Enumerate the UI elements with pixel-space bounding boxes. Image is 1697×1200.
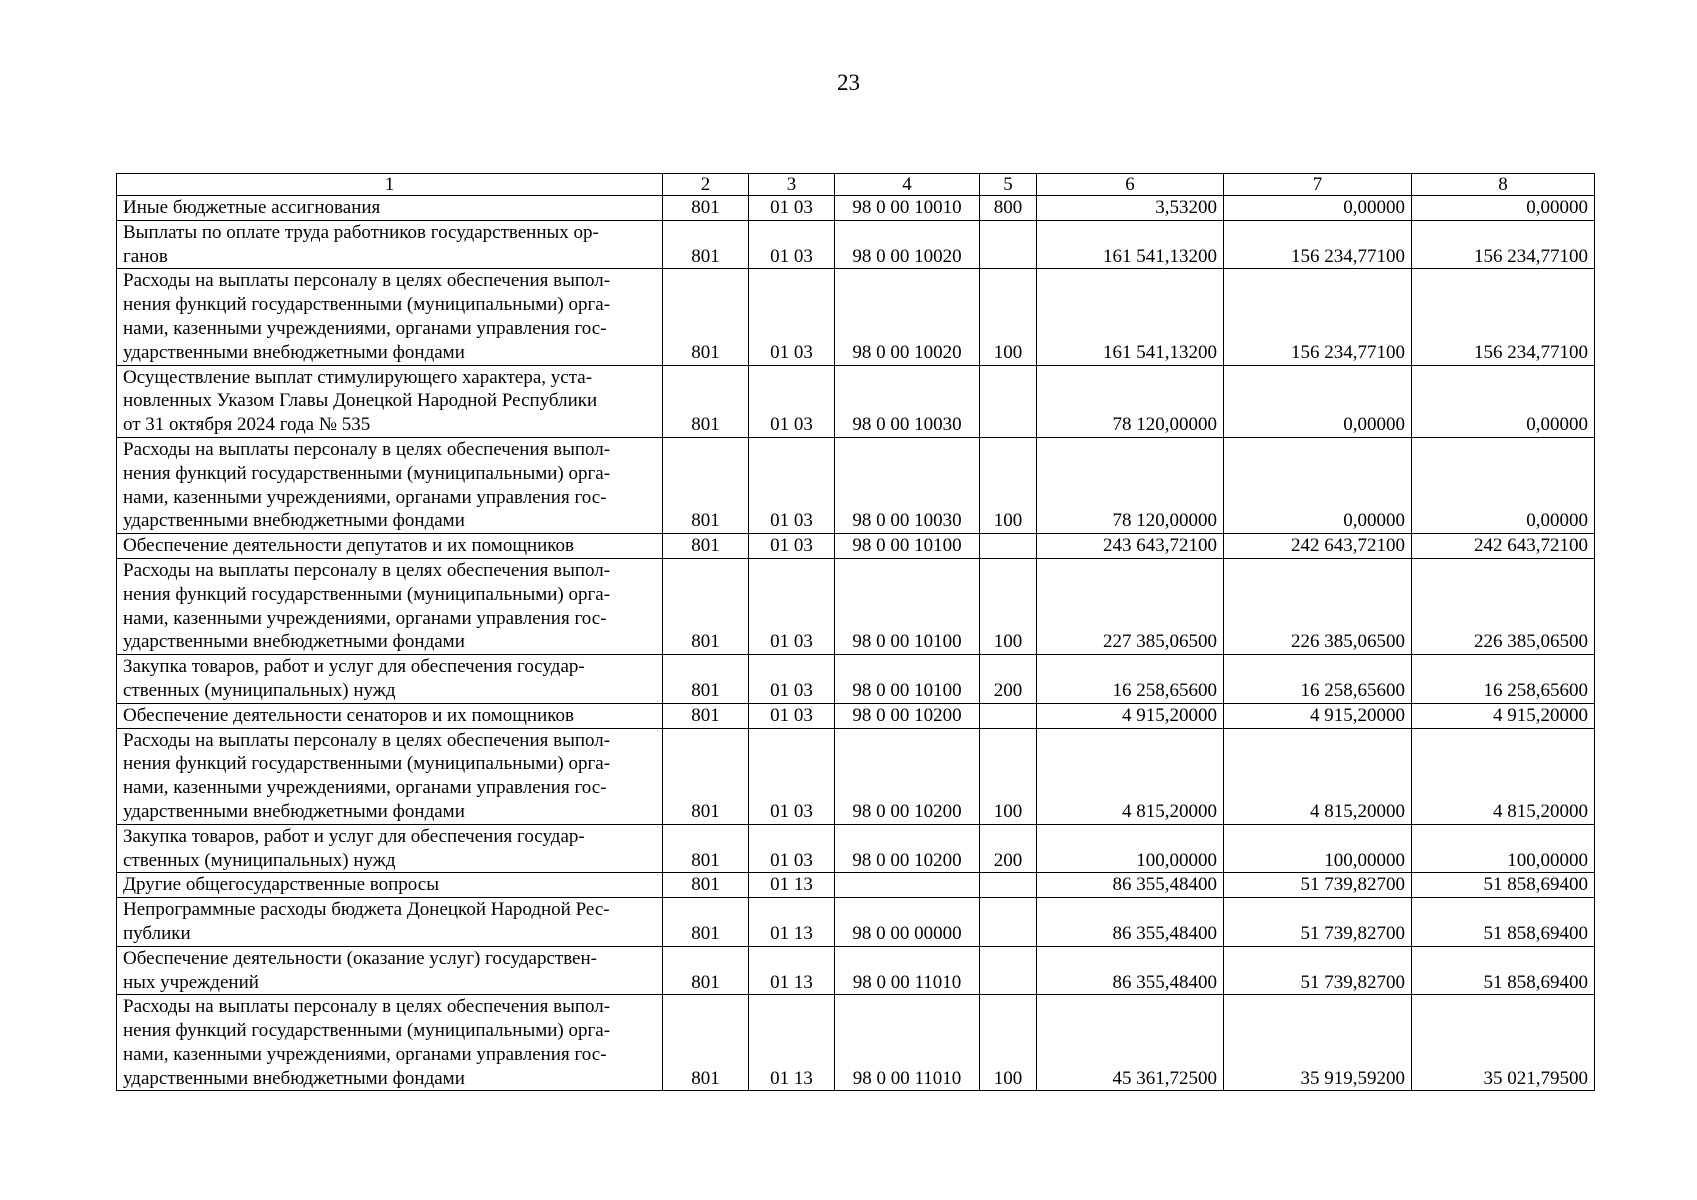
amount-col7-cell: 4 915,20000 <box>1224 703 1412 728</box>
target-article-cell: 98 0 00 10200 <box>835 728 980 824</box>
header-col-3: 3 <box>749 174 835 196</box>
target-article-cell: 98 0 00 10010 <box>835 196 980 221</box>
expense-name-line: нения функций государственными (муниципальными) орга- <box>123 583 611 605</box>
expense-name-line: нения функций государственными (муниципальными) орга- <box>123 753 611 775</box>
amount-col8-cell: 0,00000 <box>1412 365 1595 437</box>
expense-name-line: нами, казенными учреждениями, органами управления гос- <box>123 1043 607 1065</box>
amount-col8-cell: 35 021,79500 <box>1412 995 1595 1091</box>
section-cell: 01 03 <box>749 534 835 559</box>
expense-name-line: Расходы на выплаты персоналу в целях обеспечения выпол- <box>123 729 611 751</box>
section-cell: 01 03 <box>749 437 835 533</box>
expense-name-line: нения функций государственными (муниципальными) орга- <box>123 1020 611 1042</box>
amount-col6-cell: 86 355,48400 <box>1037 898 1224 947</box>
header-col-8: 8 <box>1412 174 1595 196</box>
ved-cell: 801 <box>663 824 749 873</box>
amount-col6-cell: 3,53200 <box>1037 196 1224 221</box>
expense-name-line: Обеспечение деятельности депутатов и их помощников <box>123 535 575 557</box>
expense-name-cell <box>117 703 663 728</box>
ved-cell: 801 <box>663 995 749 1091</box>
target-article-cell: 98 0 00 10100 <box>835 534 980 559</box>
amount-col7-cell: 0,00000 <box>1224 437 1412 533</box>
expense-type-cell: 200 <box>980 824 1037 873</box>
section-cell: 01 03 <box>749 558 835 654</box>
section-cell: 01 03 <box>749 196 835 221</box>
amount-col7-cell: 51 739,82700 <box>1224 873 1412 898</box>
header-col-4: 4 <box>835 174 980 196</box>
expense-type-cell: 100 <box>980 437 1037 533</box>
ved-cell: 801 <box>663 703 749 728</box>
section-cell: 01 03 <box>749 728 835 824</box>
expense-name-cell <box>117 728 663 824</box>
amount-col6-cell: 4 915,20000 <box>1037 703 1224 728</box>
expense-name-line: Расходы на выплаты персоналу в целях обеспечения выпол- <box>123 270 611 292</box>
section-cell: 01 13 <box>749 946 835 995</box>
expense-type-cell <box>980 946 1037 995</box>
expense-name-cell <box>117 898 663 947</box>
ved-cell: 801 <box>663 728 749 824</box>
ved-cell: 801 <box>663 655 749 704</box>
expense-type-cell <box>980 534 1037 559</box>
table-row <box>117 728 1595 824</box>
amount-col8-cell: 226 385,06500 <box>1412 558 1595 654</box>
expense-name-line: Осуществление выплат стимулирующего характера, уста- <box>123 366 593 388</box>
expense-name-line: нами, казенными учреждениями, органами управления гос- <box>123 607 607 629</box>
amount-col6-cell: 78 120,00000 <box>1037 437 1224 533</box>
ved-cell: 801 <box>663 534 749 559</box>
expense-name-cell <box>117 558 663 654</box>
expense-name-cell <box>117 196 663 221</box>
table-row <box>117 558 1595 654</box>
header-row <box>117 174 1595 196</box>
expense-name-line: Закупка товаров, работ и услуг для обеспечения государ- <box>123 825 585 847</box>
section-cell: 01 03 <box>749 365 835 437</box>
expense-name-line: Иные бюджетные ассигнования <box>123 197 381 218</box>
header-col-7: 7 <box>1224 174 1412 196</box>
ved-cell: 801 <box>663 220 749 269</box>
expense-name-cell <box>117 946 663 995</box>
amount-col6-cell: 86 355,48400 <box>1037 873 1224 898</box>
expense-name-line: Выплаты по оплате труда работников государственных ор- <box>123 221 599 243</box>
section-cell: 01 13 <box>749 873 835 898</box>
section-cell: 01 13 <box>749 995 835 1091</box>
expense-type-cell <box>980 873 1037 898</box>
section-cell: 01 03 <box>749 703 835 728</box>
ved-cell: 801 <box>663 558 749 654</box>
amount-col6-cell: 161 541,13200 <box>1037 220 1224 269</box>
expense-name-line: нения функций государственными (муниципальными) орга- <box>123 462 611 484</box>
table-row <box>117 534 1595 559</box>
amount-col8-cell: 4 815,20000 <box>1412 728 1595 824</box>
table-row <box>117 898 1595 947</box>
ved-cell: 801 <box>663 873 749 898</box>
target-article-cell: 98 0 00 10030 <box>835 437 980 533</box>
header-col-2: 2 <box>663 174 749 196</box>
expense-type-cell <box>980 898 1037 947</box>
expense-name-cell <box>117 824 663 873</box>
target-article-cell: 98 0 00 11010 <box>835 946 980 995</box>
amount-col6-cell: 100,00000 <box>1037 824 1224 873</box>
table-row <box>117 655 1595 704</box>
ved-cell: 801 <box>663 437 749 533</box>
expense-name-line: Расходы на выплаты персоналу в целях обеспечения выпол- <box>123 996 611 1018</box>
amount-col6-cell: 16 258,65600 <box>1037 655 1224 704</box>
expense-type-cell <box>980 365 1037 437</box>
target-article-cell: 98 0 00 10200 <box>835 824 980 873</box>
amount-col7-cell: 16 258,65600 <box>1224 655 1412 704</box>
ved-cell: 801 <box>663 946 749 995</box>
amount-col8-cell: 156 234,77100 <box>1412 220 1595 269</box>
amount-col7-cell: 100,00000 <box>1224 824 1412 873</box>
expense-name-line: ственных (муниципальных) нужд <box>123 679 396 701</box>
amount-col7-cell: 242 643,72100 <box>1224 534 1412 559</box>
target-article-cell: 98 0 00 10020 <box>835 269 980 365</box>
table-row <box>117 220 1595 269</box>
expense-name-line: ственных (муниципальных) нужд <box>123 849 396 871</box>
expense-name-line: Расходы на выплаты персоналу в целях обеспечения выпол- <box>123 559 611 581</box>
section-cell: 01 03 <box>749 824 835 873</box>
table-row <box>117 995 1595 1091</box>
target-article-cell <box>835 873 980 898</box>
expense-type-cell <box>980 220 1037 269</box>
target-article-cell: 98 0 00 00000 <box>835 898 980 947</box>
expense-type-cell: 100 <box>980 728 1037 824</box>
amount-col8-cell: 16 258,65600 <box>1412 655 1595 704</box>
table-row <box>117 365 1595 437</box>
expense-name-line: ударственными внебюджетными фондами <box>123 510 465 532</box>
expense-name-line: ганов <box>123 245 168 267</box>
amount-col8-cell: 4 915,20000 <box>1412 703 1595 728</box>
expense-name-line: ударственными внебюджетными фондами <box>123 341 465 363</box>
header-col-5: 5 <box>980 174 1037 196</box>
amount-col7-cell: 51 739,82700 <box>1224 946 1412 995</box>
table-row <box>117 873 1595 898</box>
table-header <box>117 174 1595 196</box>
expense-name-line: публики <box>123 922 191 944</box>
amount-col6-cell: 243 643,72100 <box>1037 534 1224 559</box>
table-row <box>117 269 1595 365</box>
amount-col7-cell: 51 739,82700 <box>1224 898 1412 947</box>
expense-name-cell <box>117 437 663 533</box>
expense-name-line: Расходы на выплаты персоналу в целях обеспечения выпол- <box>123 438 611 460</box>
table-row <box>117 196 1595 221</box>
expense-name-cell <box>117 995 663 1091</box>
expense-name-line: Закупка товаров, работ и услуг для обеспечения государ- <box>123 656 585 678</box>
amount-col7-cell: 4 815,20000 <box>1224 728 1412 824</box>
target-article-cell: 98 0 00 11010 <box>835 995 980 1091</box>
expense-type-cell: 800 <box>980 196 1037 221</box>
amount-col8-cell: 0,00000 <box>1412 196 1595 221</box>
expense-name-cell <box>117 269 663 365</box>
expense-name-cell <box>117 873 663 898</box>
amount-col6-cell: 78 120,00000 <box>1037 365 1224 437</box>
expense-name-cell <box>117 220 663 269</box>
section-cell: 01 03 <box>749 269 835 365</box>
amount-col8-cell: 51 858,69400 <box>1412 898 1595 947</box>
target-article-cell: 98 0 00 10200 <box>835 703 980 728</box>
amount-col8-cell: 100,00000 <box>1412 824 1595 873</box>
expense-name-line: нами, казенными учреждениями, органами управления гос- <box>123 777 607 799</box>
expense-name-line: от 31 октября 2024 года № 535 <box>123 414 371 436</box>
expense-name-line: новленных Указом Главы Донецкой Народной Республики <box>123 390 598 412</box>
target-article-cell: 98 0 00 10030 <box>835 365 980 437</box>
amount-col8-cell: 156 234,77100 <box>1412 269 1595 365</box>
expense-name-cell <box>117 655 663 704</box>
table-row <box>117 703 1595 728</box>
amount-col7-cell: 156 234,77100 <box>1224 220 1412 269</box>
amount-col6-cell: 161 541,13200 <box>1037 269 1224 365</box>
ved-cell: 801 <box>663 196 749 221</box>
page-number: 23 <box>837 70 860 95</box>
expense-name-cell <box>117 534 663 559</box>
expense-name-line: ных учреждений <box>123 971 259 993</box>
header-col-1: 1 <box>117 174 663 196</box>
amount-col8-cell: 0,00000 <box>1412 437 1595 533</box>
expense-name-cell <box>117 365 663 437</box>
header-col-6: 6 <box>1037 174 1224 196</box>
expense-name-line: Обеспечение деятельности (оказание услуг) государствен- <box>123 947 597 969</box>
expense-name-line: нения функций государственными (муниципальными) орга- <box>123 294 611 316</box>
expense-name-line: Обеспечение деятельности сенаторов и их помощников <box>123 704 574 726</box>
ved-cell: 801 <box>663 898 749 947</box>
target-article-cell: 98 0 00 10020 <box>835 220 980 269</box>
expense-name-line: ударственными внебюджетными фондами <box>123 800 465 822</box>
amount-col8-cell: 51 858,69400 <box>1412 946 1595 995</box>
ved-cell: 801 <box>663 269 749 365</box>
amount-col8-cell: 51 858,69400 <box>1412 873 1595 898</box>
section-cell: 01 03 <box>749 655 835 704</box>
table-row <box>117 824 1595 873</box>
amount-col7-cell: 0,00000 <box>1224 196 1412 221</box>
expense-name-line: нами, казенными учреждениями, органами управления гос- <box>123 317 607 339</box>
amount-col7-cell: 226 385,06500 <box>1224 558 1412 654</box>
table-row <box>117 946 1595 995</box>
section-cell: 01 03 <box>749 220 835 269</box>
expense-name-line: Непрограммные расходы бюджета Донецкой Народной Рес- <box>123 899 610 921</box>
amount-col7-cell: 156 234,77100 <box>1224 269 1412 365</box>
amount-col6-cell: 86 355,48400 <box>1037 946 1224 995</box>
expense-type-cell: 200 <box>980 655 1037 704</box>
amount-col6-cell: 227 385,06500 <box>1037 558 1224 654</box>
amount-col6-cell: 4 815,20000 <box>1037 728 1224 824</box>
ved-cell: 801 <box>663 365 749 437</box>
section-cell: 01 13 <box>749 898 835 947</box>
target-article-cell: 98 0 00 10100 <box>835 655 980 704</box>
expense-name-line: нами, казенными учреждениями, органами управления гос- <box>123 486 607 508</box>
amount-col7-cell: 0,00000 <box>1224 365 1412 437</box>
expense-type-cell: 100 <box>980 269 1037 365</box>
amount-col8-cell: 242 643,72100 <box>1412 534 1595 559</box>
expense-type-cell: 100 <box>980 558 1037 654</box>
amount-col7-cell: 35 919,59200 <box>1224 995 1412 1091</box>
table-body <box>117 196 1595 1091</box>
expense-type-cell: 100 <box>980 995 1037 1091</box>
expense-name-line: ударственными внебюджетными фондами <box>123 631 465 653</box>
expense-name-line: ударственными внебюджетными фондами <box>123 1067 465 1089</box>
budget-table <box>116 173 1595 1091</box>
expense-name-line: Другие общегосударственные вопросы <box>123 874 439 896</box>
expense-type-cell <box>980 703 1037 728</box>
amount-col6-cell: 45 361,72500 <box>1037 995 1224 1091</box>
target-article-cell: 98 0 00 10100 <box>835 558 980 654</box>
table-row <box>117 437 1595 533</box>
